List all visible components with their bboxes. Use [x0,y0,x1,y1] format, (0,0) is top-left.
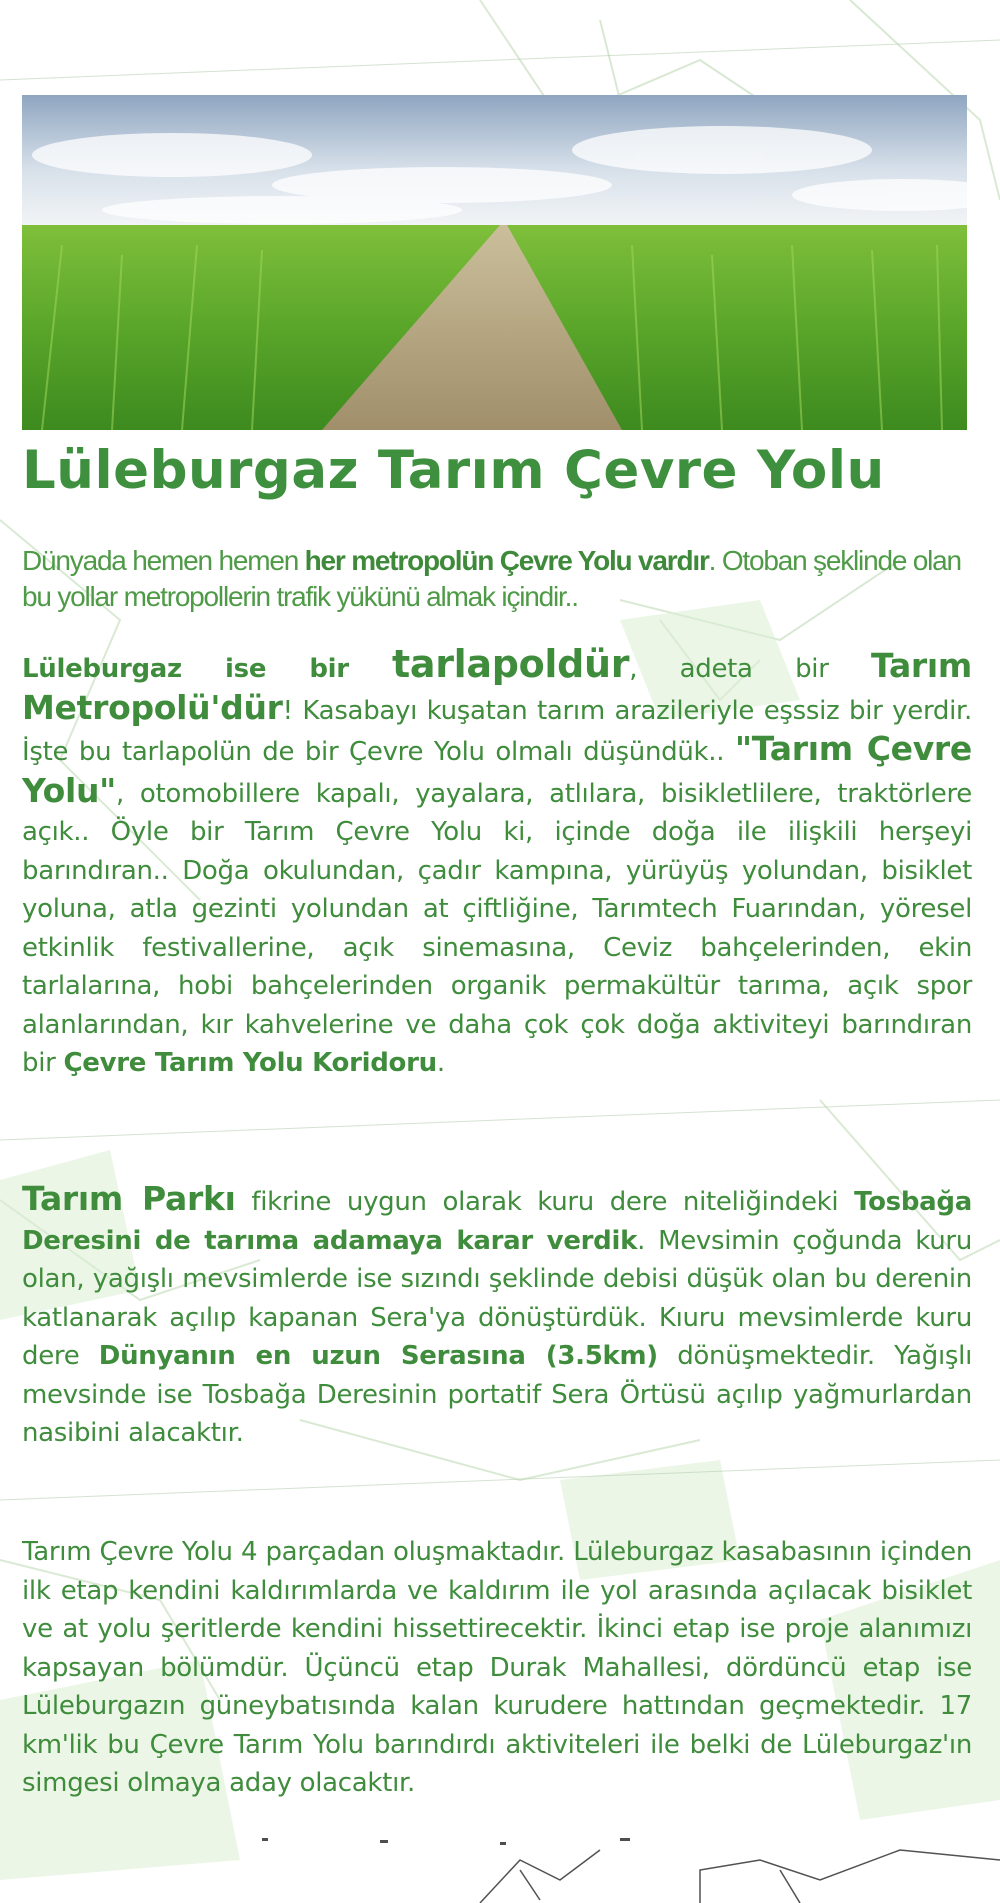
paragraph-tarlapol [22,642,972,1083]
p1-text-metropol: Tarım Metropolü'dür [22,646,972,727]
p1-text-a: Lüleburgaz ise bir [22,654,392,684]
p2-text-b: fikrine uygun olarak kuru dere niteliğindeki [235,1187,855,1217]
p1-text-tarlapol: tarlapoldür [392,642,630,686]
p1-text-i: . [436,1048,445,1078]
p2-text-d: . Mevsimin çoğunda kuru olan, yağışlı mevsimlerde ise sızındı şeklinde debisi düşük olan bu derenin katlanarak açılıp kapanan Sera'ya dönüştürdük. Kıuru mevsimlerde kuru dere [22,1225,973,1371]
paragraph-tarim-parki [22,1180,972,1453]
p1-text-g: , otomobillere kapalı, yayalara, atlılara, bisikletlilere, traktörlere açık.. Öyle bir Tarım Çevre Yolu ki, içinde doğa ile ilişkili herşeyi barındıran.. Doğa okulundan, çadır kampına, yürüyüş yolundan, bisiklet yoluna, atla gezinti yolundan at çiftliğine, Tarımtech Fuarından, yöresel etkinlik festivallerine, açık sinemasına, Ceviz bahçelerinden, ekin tarlalarına, hobi bahçelerinden organik permakültür tarıma, açık spor alanlarından, kır kahvelerine ve daha çok çok doğa aktiviteyi barındıran bir [22,778,972,1078]
paragraph-etaplar: Tarım Çevre Yolu 4 parçadan oluşmaktadır. Lüleburgaz kasabasının içinden ilk etap kendini kaldırımlarda ve kaldırım ile yol arasında açılacak bisiklet ve at yolu şeritlerde kendini hissettirecektir. İkinci etap ise proje alanımızı kapsayan bölümdür. Üçüncü etap Durak Mahallesi, dördüncü etap ise Lüleburgazın güneybatısında kalan kurudere hattından geçmektedir. 17 km'lik bu Çevre Tarım Yolu barındırdı aktiviteleri ile belki de Lüleburgaz'ın simgesi olmaya aday olacaktır. [22,1537,972,1798]
intro-text-bold: her metropolün Çevre Yolu vardır [304,545,709,576]
p2-text-sera: Dünyanın en uzun Serasına (3.5km) [98,1341,658,1371]
p1-text-quote: "Tarım Çevre Yolu" [22,729,972,810]
p2-text-tarim-parki: Tarım Parkı [22,1179,236,1218]
p1-text-e: ! Kasabayı kuşatan tarım arazileriyle eşssiz bir yerdir. İşte bu tarlapolün de bir Çevre Yolu olmalı düşündük.. [22,695,972,767]
p2-text-f: dönüşmektedir. Yağışlı mevsinde ise Tosbağa Deresinin portatif Sera Örtüsü açılıp yağmurlardan nasibini alacaktır. [22,1341,973,1448]
p1-text-c: , adeta bir [629,654,871,684]
intro-paragraph [22,543,972,615]
intro-text-c: . Otoban şeklinde olan bu yollar metropollerin trafik yükünü almak içindir.. [22,545,961,612]
intro-text-a: Dünyada hemen hemen [22,545,305,576]
page-title: Lüleburgaz Tarım Çevre Yolu [22,440,885,501]
hero-field-image [22,95,967,430]
p2-text-tosbaga: Tosbağa Deresini de tarıma adamaya karar verdik [22,1187,972,1256]
p1-text-koridor: Çevre Tarım Yolu Koridoru [63,1048,437,1078]
